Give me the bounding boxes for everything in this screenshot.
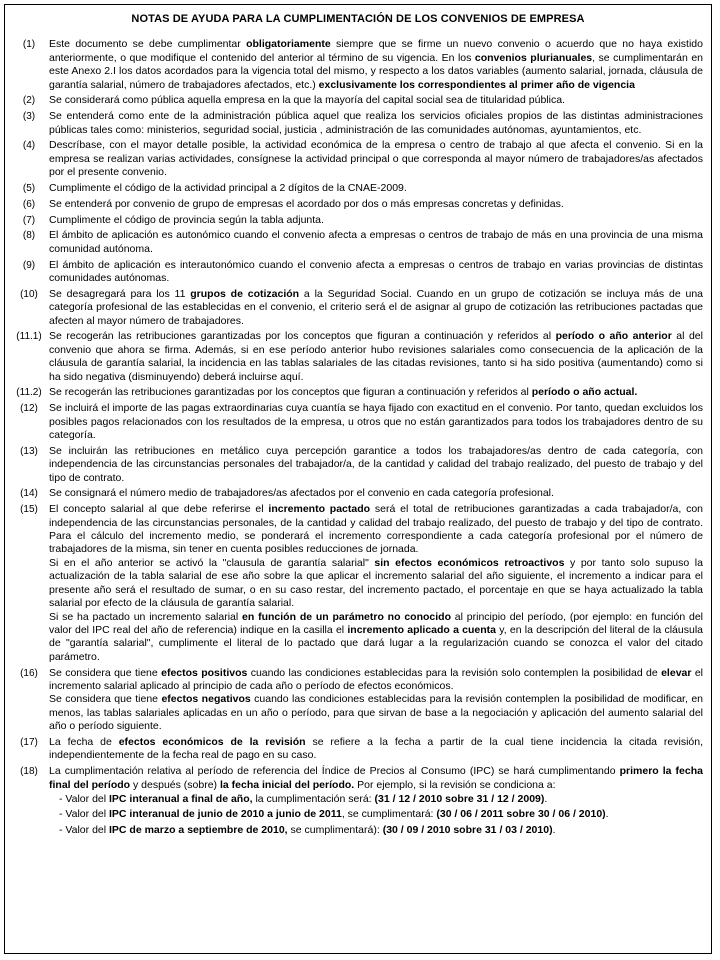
bold-text: incremento aplicado a cuenta — [347, 623, 496, 636]
note-item — [9, 94, 703, 107]
bold-text: sin efectos económicos retroactivos — [374, 556, 565, 569]
text-run: La fecha de — [49, 735, 119, 748]
text-run: Se entenderá como ente de la administración pública aquel que realiza los servicios oficiales propios de las distintas administraciones públicas tales como: ministerios, seguridad social, justicia , administración de las comunidades autónomas, ayuntamientos, etc. — [49, 110, 703, 136]
notes-list — [5, 38, 711, 839]
note-body — [49, 214, 703, 227]
help-notes-page — [4, 4, 712, 954]
note-body — [49, 402, 703, 442]
text-run: al principio del período, (por ejemplo: en función del valor del IPC real del año de referencia) indique en la casilla el — [49, 610, 704, 636]
note-item — [9, 330, 703, 384]
note-paragraph — [49, 259, 703, 286]
note-number: (15) — [20, 504, 38, 516]
text-run: siempre que se firme un nuevo convenio o acuerdo que no haya existido anteriormente, o que modifique el contenido del anterior al término de su vigencia. En los — [49, 38, 703, 64]
text-run: Se desagregará para los 11 — [49, 287, 191, 300]
text-run: se refiere a la fecha a partir de la cual tiene incidencia la citada revisión, independientemente de la fecha real de pago en su caso. — [49, 735, 703, 762]
text-run: Se considerará como pública aquella empresa en la que la mayoría del capital social sea de titularidad pública. — [49, 94, 565, 107]
text-run: cuando las condiciones establecidas para la revisión solo contemplen la posibilidad de — [247, 666, 662, 679]
bold-text: (31 / 12 / 2010 sobre 31 / 12 / 2009) — [374, 792, 545, 805]
note-paragraph — [49, 611, 703, 665]
text-run: Se recogerán las retribuciones garantizadas por los conceptos que figuran a continuación y referidos al — [49, 386, 532, 399]
note-paragraph — [49, 557, 703, 611]
text-run: Se entenderá por convenio de grupo de empresas el acordado por dos o más empresas concretas y definidas. — [49, 197, 564, 210]
note-body — [49, 198, 703, 211]
note-body — [49, 736, 703, 763]
note-body — [49, 667, 703, 734]
note-item — [9, 198, 703, 211]
text-run: . — [605, 808, 609, 821]
note-item — [9, 487, 703, 500]
bold-text: IPC interanual a final de año, — [109, 792, 253, 805]
text-run: Se recogerán las retribuciones garantizadas por los conceptos que figuran a continuación y referidos al — [49, 330, 556, 343]
text-run: el incremento salarial aplicado al principio de cada año o período de efectos económicos. — [49, 666, 704, 692]
text-run: El ámbito de aplicación es interautonómico cuando el convenio afecta a empresas o centros de trabajo en varias provincias de distintas comunidades autónomas. — [49, 258, 703, 285]
text-run: Si en el año anterior se activó la "clausula de garantía salarial" — [49, 556, 375, 569]
text-run: Cumplimente el código de la actividad principal a 2 dígitos de la CNAE-2009. — [49, 182, 407, 195]
example-line — [59, 793, 703, 806]
note-number: (1) — [22, 39, 36, 51]
note-item — [9, 765, 703, 839]
note-number: (11.1) — [16, 331, 42, 343]
note-paragraph — [49, 667, 703, 694]
note-item — [9, 110, 703, 137]
text-run: al del convenio que ahora se firma. Además, si en ese período anterior hubo revisiones salariales como consecuencia de la aplicación de la cláusula de garantía salarial, la incidencia en las tablas salariales de las citadas revisiones, tanto si ha sido positiva (aumentando) como si ha sido negativa (disminuyendo) deberá incluirse aquí. — [49, 330, 703, 383]
note-paragraph — [49, 94, 703, 107]
text-run: a la Seguridad Social. Cuando en un grupo de cotización se incluya más de una categoría profesional de las establecidas en el convenio, el criterio será el de asignar al grupo de cotización las retribuciones pactadas que afecten al mayor número de trabajadores. — [49, 287, 703, 327]
note-paragraph — [49, 736, 703, 763]
note-paragraph — [49, 693, 703, 733]
note-item — [9, 182, 703, 195]
text-run: y por tanto solo supuso la actualización de la tabla salarial de ese año sobre la que aplicar el incremento salarial del año siguiente, el incremento a indicar para el presente año será el resultado de sumar, o en su caso restar, del incremento pactado, el porcentaje en que se haya actualizado la tabla salarial por efecto de la cláusula de garantía salarial. — [49, 556, 703, 610]
bold-text: efectos negativos — [161, 693, 251, 706]
note-paragraph — [49, 214, 703, 227]
text-run: Se incluirá el importe de las pagas extraordinarias cuya cuantía se haya fijado con exactitud en el convenio. Por tanto, quedan excluidos los posibles pagos relacionados con los resultados de la empresa, u otros que no están garantizados para todos los trabajadores dentro de su categoría. — [49, 402, 703, 442]
note-paragraph — [49, 765, 703, 792]
bold-text: período o año anterior — [555, 330, 672, 343]
bold-text: convenios plurianuales — [474, 51, 593, 64]
note-body — [49, 139, 703, 179]
text-run: Descríbase, con el mayor detalle posible, la actividad económica de la empresa o centro de trabajo al que afecta el convenio. Si en la empresa se realizan varias actividades, consígnese la actividad principal o que corresponda al mayor número de trabajadores/as afectados por el presente convenio. — [49, 139, 703, 179]
text-run: El concepto salarial al que debe referirse el — [49, 503, 269, 516]
note-number: (3) — [22, 111, 36, 123]
text-run: y después (sobre) — [130, 778, 220, 791]
bold-text: primero la fecha final del período — [49, 765, 703, 791]
note-body — [49, 259, 703, 286]
note-body — [49, 445, 703, 485]
bold-text: período o año actual. — [531, 386, 638, 399]
text-run: se cumplimentará): — [287, 823, 383, 836]
text-run: , se cumplimentarán en este Anexo 2.I los datos acordados para la vigencia total del mismo, y respecto a los datos variables (aumento salarial, jornada, cláusula de garantía salarial, número de trabajadores afectados, etc.) — [49, 51, 704, 91]
note-body — [49, 288, 703, 328]
bold-text: exclusivamente los correspondientes al primer año de vigencia — [318, 78, 635, 91]
text-run: cuando las condiciones establecidas para la revisión contemplen la posibilidad de modificar, en menos, las tablas salariales aplicadas en un año o período, para que sirvan de base a la negociación y aplicación del aumento salarial del año o período siguiente. — [49, 693, 703, 733]
text-run: El ámbito de aplicación es autonómico cuando el convenio afecta a empresas o centros de trabajo de más en una provincia de una misma comunidad autónoma. — [49, 229, 703, 255]
text-run: - Valor del — [59, 808, 109, 821]
bold-text: efectos económicos de la revisión — [118, 735, 306, 748]
note-item — [9, 402, 703, 442]
bold-text: (30 / 06 / 2011 sobre 30 / 06 / 2010) — [436, 808, 606, 821]
example-line — [59, 824, 703, 837]
note-number: (16) — [20, 667, 38, 679]
note-paragraph — [49, 198, 703, 211]
note-number: (9) — [22, 259, 36, 271]
text-run: . — [544, 792, 548, 805]
text-run: , se cumplimentará: — [341, 808, 437, 821]
note-number: (17) — [20, 736, 38, 748]
note-paragraph — [49, 503, 703, 557]
bold-text: la fecha inicial del período. — [219, 778, 355, 791]
note-body — [49, 229, 703, 256]
note-paragraph — [49, 402, 703, 442]
note-paragraph — [49, 330, 703, 384]
note-body — [49, 765, 703, 839]
note-paragraph — [49, 487, 703, 500]
note-number: (13) — [20, 445, 38, 457]
note-body — [49, 503, 703, 664]
note-number: (11.2) — [16, 387, 42, 399]
bold-text: obligatoriamente — [246, 38, 331, 51]
text-run: Cumplimente el código de provincia según la tabla adjunta. — [49, 213, 324, 226]
text-run: será el total de retribuciones garantizadas a cada trabajador/a, con independencia de las circunstancias personales, de la cantidad y calidad del trabajo realizado, del puesto de trabajo y del tipo de contrato. Para el cálculo del incremento medio, se ponderará el incremento correspondiente a cada categoría profesional por el número de trabajadores de la misma, sin tener en cuenta posibles reducciones de jornada. — [49, 503, 703, 556]
text-run: Por ejemplo, si la revisión se condiciona a: — [354, 778, 556, 791]
example-line — [59, 808, 703, 821]
note-paragraph — [49, 386, 703, 399]
note-item — [9, 229, 703, 256]
bold-text: efectos positivos — [161, 666, 248, 679]
note-paragraph — [49, 139, 703, 179]
note-paragraph — [49, 110, 703, 137]
text-run: Se considera que tiene — [49, 666, 162, 679]
note-item — [9, 386, 703, 399]
bold-text: incremento pactado — [268, 503, 371, 516]
note-number: (8) — [22, 230, 36, 242]
note-number: (6) — [22, 198, 36, 210]
bold-text: elevar — [661, 666, 692, 679]
note-body — [49, 182, 703, 195]
text-run: Este documento se debe cumplimentar — [49, 38, 247, 51]
note-item — [9, 214, 703, 227]
note-number: (10) — [20, 288, 38, 300]
note-number: (18) — [20, 766, 38, 778]
bold-text: IPC interanual de junio de 2010 a junio de 2011 — [109, 808, 342, 821]
page-title: NOTAS DE AYUDA PARA LA CUMPLIMENTACIÓN DE LOS CONVENIOS DE EMPRESA — [131, 13, 585, 25]
note-paragraph — [49, 229, 703, 256]
text-run: Se incluirán las retribuciones en metálico cuya percepción garantice a todos los trabajadores/as dentro de cada categoría, con independencia de las circunstancias personales del trabajador/a, de la cantidad y calidad del trabajo realizado, del puesto de trabajo y del tipo de contrato. — [49, 444, 703, 484]
note-body — [49, 110, 703, 137]
note-number: (14) — [20, 488, 38, 500]
note-number: (7) — [22, 214, 36, 226]
note-body — [49, 330, 703, 384]
bold-text: IPC de marzo a septiembre de 2010, — [109, 823, 288, 836]
note-number: (5) — [22, 183, 36, 195]
note-paragraph — [49, 445, 703, 485]
note-item — [9, 38, 703, 92]
note-number: (2) — [22, 95, 36, 107]
note-number: (4) — [22, 140, 36, 152]
note-item — [9, 667, 703, 734]
bold-text: en función de un parámetro no conocido — [242, 610, 451, 623]
note-item — [9, 259, 703, 286]
note-body — [49, 487, 703, 500]
note-item — [9, 139, 703, 179]
note-body — [49, 38, 703, 92]
bold-text: (30 / 09 / 2010 sobre 31 / 03 / 2010) — [382, 823, 553, 836]
text-run: y, en la descripción del literal de la cláusula de "garantía salarial", cumplimente el literal de lo pactado que dará lugar a la regularización cuando se conozca el valor del citado parámetro. — [49, 623, 703, 663]
text-run: La cumplimentación relativa al período de referencia del Índice de Precios al Consumo (IPC) se hará cumplimentando — [49, 765, 620, 778]
note-item — [9, 288, 703, 328]
text-run: . — [552, 823, 556, 836]
text-run: Se consignará el número medio de trabajadores/as afectados por el convenio en cada categoría profesional. — [49, 487, 554, 500]
text-run: - Valor del — [59, 792, 109, 805]
note-paragraph — [49, 38, 703, 92]
note-number: (12) — [20, 403, 38, 415]
text-run: Si se ha pactado un incremento salarial — [49, 610, 243, 623]
bold-text: grupos de cotización — [190, 287, 300, 300]
text-run: - Valor del — [59, 823, 109, 836]
note-paragraph — [49, 288, 703, 328]
note-body — [49, 94, 703, 107]
text-run: la cumplimentación será: — [252, 792, 375, 805]
note-item — [9, 736, 703, 763]
text-run: Se considera que tiene — [49, 693, 162, 706]
note-item — [9, 503, 703, 664]
note-paragraph — [49, 182, 703, 195]
note-body — [49, 386, 703, 399]
note-item — [9, 445, 703, 485]
